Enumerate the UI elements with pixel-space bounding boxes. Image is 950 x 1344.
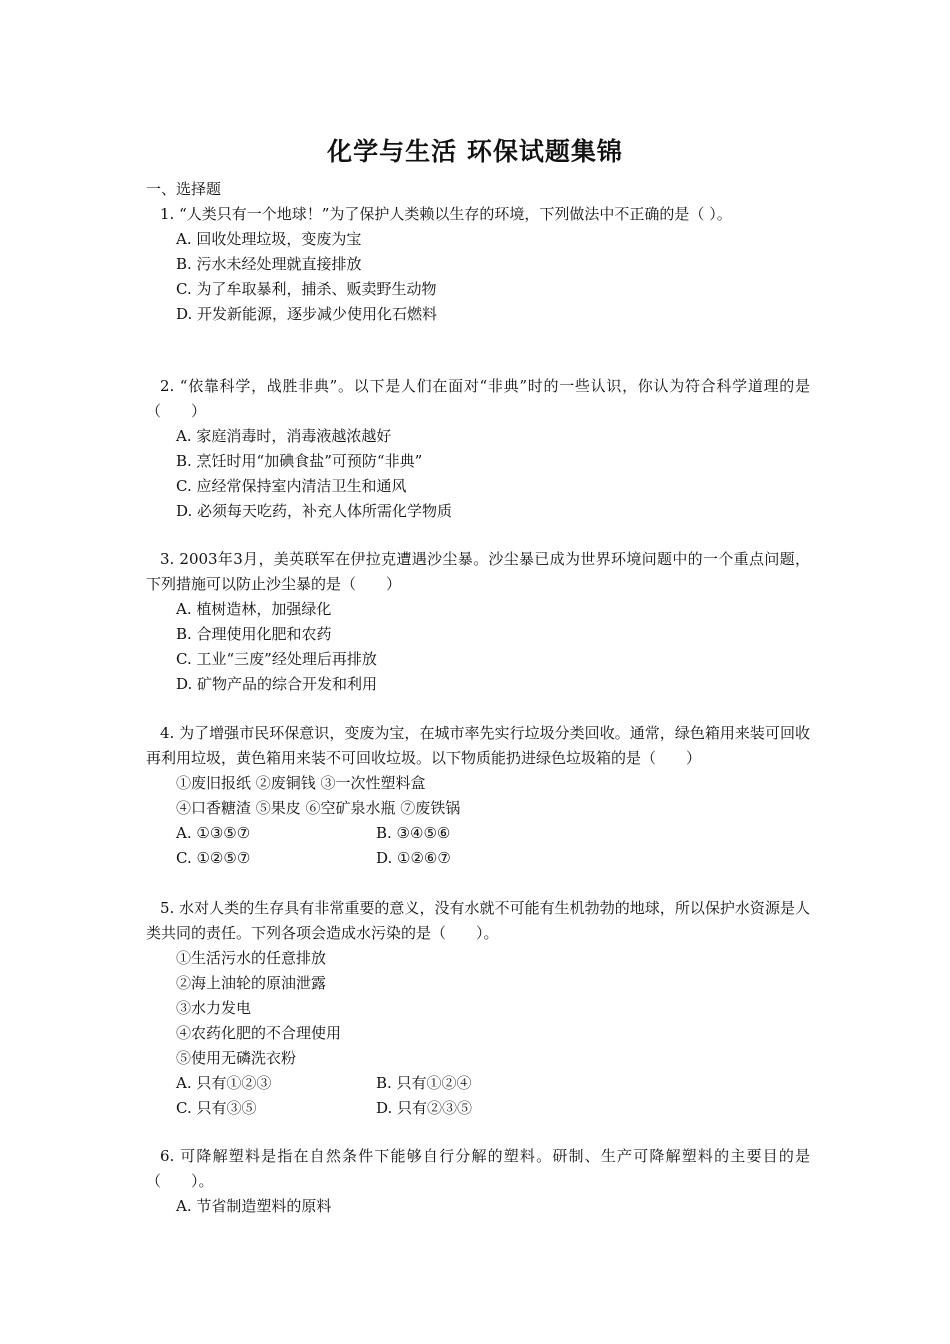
- option-c: C. 工业“三废”经处理后再排放: [176, 650, 377, 668]
- option-c: C. ①②⑤⑦: [176, 849, 251, 867]
- option-c: C. 应经常保持室内清洁卫生和通风: [176, 477, 407, 495]
- option-d: D. ①②⑥⑦: [376, 849, 451, 867]
- question-5: [146, 896, 810, 1121]
- question-stem: 2. “依靠科学，战胜非典”。以下是人们在面对“非典”时的一些认识，你认为符合科学道理的是（ ）: [146, 377, 810, 420]
- option-d: D. 开发新能源，逐步减少使用化石燃料: [176, 305, 438, 323]
- question-stem: 3. 2003年3月，美英联军在伊拉克遭遇沙尘暴。沙尘暴已成为世界环境问题中的一个重点问题，下列措施可以防止沙尘暴的是（ ）: [146, 550, 810, 593]
- question-stem: 6. 可降解塑料是指在自然条件下能够自行分解的塑料。研制、生产可降解塑料的主要目的是（ ）。: [146, 1147, 810, 1190]
- option-a: A. 家庭消毒时，消毒液越浓越好: [176, 427, 392, 445]
- options-row: [146, 1096, 810, 1121]
- question-stem: 1. “人类只有一个地球！”为了保护人类赖以生存的环境，下列做法中不正确的是（ ）。: [160, 205, 732, 223]
- option-b: B. ③④⑤⑥: [376, 824, 451, 842]
- question-6: [146, 1144, 810, 1219]
- option-b: B. 合理使用化肥和农药: [176, 625, 332, 643]
- option-c: C. 只有③⑤: [176, 1099, 257, 1117]
- options-row: [146, 1071, 810, 1096]
- option-d: D. 矿物产品的综合开发和利用: [176, 675, 378, 693]
- question-2: [146, 374, 810, 524]
- option-b: B. 只有①②④: [376, 1074, 472, 1092]
- options-row: [146, 846, 810, 871]
- option-c: C. 为了牟取暴利，捕杀、贩卖野生动物: [176, 280, 437, 298]
- section-heading: 一、选择题: [146, 180, 222, 198]
- question-1: [146, 202, 810, 327]
- item-5: ⑤使用无磷洗衣粉: [176, 1049, 297, 1067]
- question-3: [146, 547, 810, 697]
- option-a: A. ①③⑤⑦: [176, 824, 251, 842]
- question-4: [146, 721, 810, 871]
- item-list-line: ①废旧报纸 ②废铜钱 ③一次性塑料盒: [176, 774, 426, 792]
- item-3: ③水力发电: [176, 999, 252, 1017]
- item-2: ②海上油轮的原油泄露: [176, 974, 327, 992]
- options-row: [146, 821, 810, 846]
- option-a: A. 回收处理垃圾，变废为宝: [176, 230, 362, 248]
- option-b: B. 烹饪时用“加碘食盐”可预防“非典”: [176, 452, 423, 470]
- item-1: ①生活污水的任意排放: [176, 949, 327, 967]
- question-stem: 4. 为了增强市民环保意识，变废为宝，在城市率先实行垃圾分类回收。通常，绿色箱用来装可回收再利用垃圾，黄色箱用来装不可回收垃圾。以下物质能扔进绿色垃圾箱的是（ ）: [146, 724, 810, 767]
- option-b: B. 污水未经处理就直接排放: [176, 255, 362, 273]
- item-list-line: ④口香糖渣 ⑤果皮 ⑥空矿泉水瓶 ⑦废铁锅: [176, 799, 461, 817]
- item-4: ④农药化肥的不合理使用: [176, 1024, 342, 1042]
- option-a: A. 只有①②③: [176, 1074, 272, 1092]
- option-d: D. 只有②③⑤: [376, 1099, 473, 1117]
- option-a: A. 节省制造塑料的原料: [176, 1197, 332, 1215]
- option-d: D. 必须每天吃药，补充人体所需化学物质: [176, 502, 453, 520]
- page-title: 化学与生活 环保试题集锦: [327, 137, 623, 166]
- question-stem: 5. 水对人类的生存具有非常重要的意义，没有水就不可能有生机勃勃的地球，所以保护水资源是人类共同的责任。下列各项会造成水污染的是（ ）。: [146, 899, 810, 942]
- option-a: A. 植树造林，加强绿化: [176, 600, 332, 618]
